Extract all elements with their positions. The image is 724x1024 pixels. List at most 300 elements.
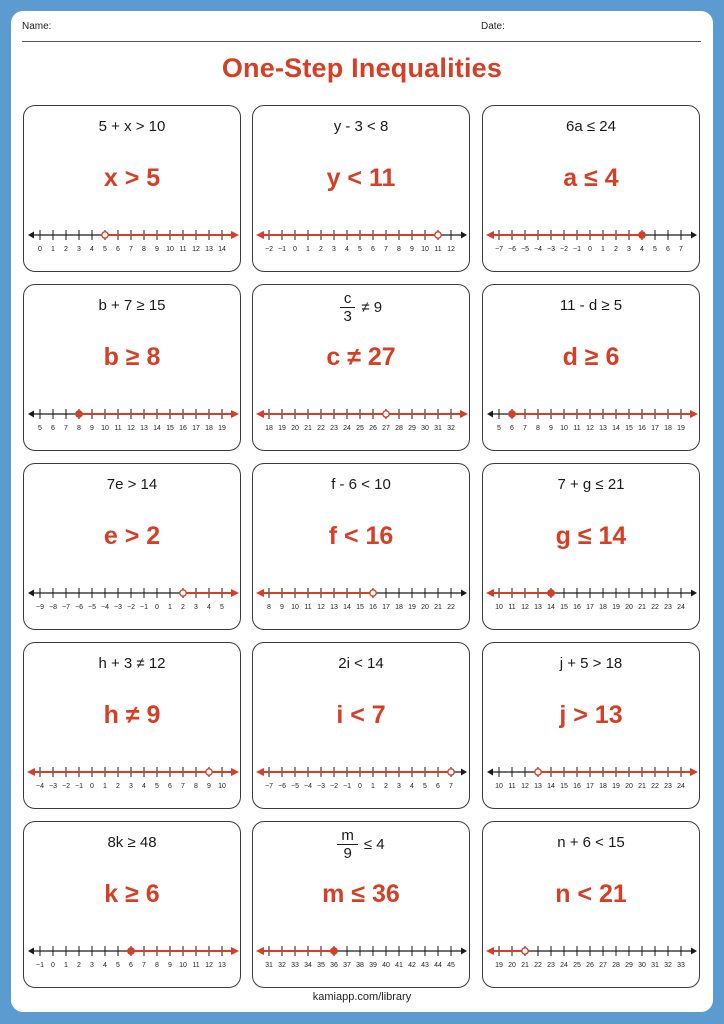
answer-text: j > 13 bbox=[559, 701, 623, 729]
tick-label: 6 bbox=[116, 246, 120, 253]
tick-label: 33 bbox=[291, 962, 299, 969]
tick-label: 30 bbox=[638, 962, 646, 969]
axis-arrow-left bbox=[28, 232, 34, 239]
tick-label: 22 bbox=[447, 604, 455, 611]
number-line bbox=[483, 580, 701, 620]
tick-label: 23 bbox=[330, 425, 338, 432]
open-point bbox=[448, 769, 454, 775]
problem-card bbox=[23, 284, 241, 451]
tick-label: 24 bbox=[677, 783, 685, 790]
tick-label: 10 bbox=[560, 425, 568, 432]
problem-text: n + 6 < 15 bbox=[557, 834, 625, 851]
tick-label: −6 bbox=[278, 783, 286, 790]
tick-label: 5 bbox=[220, 604, 224, 611]
number-line bbox=[24, 580, 242, 620]
tick-label: 2 bbox=[181, 604, 185, 611]
tick-label: 1 bbox=[306, 246, 310, 253]
answer-text: x > 5 bbox=[103, 164, 161, 192]
tick-label: 20 bbox=[625, 783, 633, 790]
denominator: 9 bbox=[343, 844, 352, 862]
tick-label: 21 bbox=[521, 962, 529, 969]
tick-label: 11 bbox=[304, 604, 312, 611]
tick-label: 11 bbox=[508, 783, 516, 790]
tick-label: 29 bbox=[408, 425, 416, 432]
problem-text: 8k ≥ 48 bbox=[107, 834, 157, 851]
tick-label: 14 bbox=[343, 604, 351, 611]
tick-label: 19 bbox=[408, 604, 416, 611]
tick-label: 18 bbox=[265, 425, 273, 432]
tick-label: 20 bbox=[508, 962, 516, 969]
tick-label: 18 bbox=[599, 604, 607, 611]
tick-label: 11 bbox=[573, 425, 581, 432]
number-line bbox=[483, 401, 701, 441]
axis-arrow-right bbox=[461, 769, 467, 776]
tick-label: 19 bbox=[612, 783, 620, 790]
tick-label: 10 bbox=[166, 246, 174, 253]
tick-label: 21 bbox=[638, 783, 646, 790]
tick-label: −4 bbox=[101, 604, 109, 611]
tick-label: −5 bbox=[291, 783, 299, 790]
tick-label: 12 bbox=[521, 783, 529, 790]
tick-label: 6 bbox=[510, 425, 514, 432]
tick-label: −4 bbox=[36, 783, 44, 790]
tick-label: 33 bbox=[677, 962, 685, 969]
tick-label: 15 bbox=[166, 425, 174, 432]
tick-label: 13 bbox=[330, 604, 338, 611]
tick-label: 2 bbox=[319, 246, 323, 253]
tick-label: 10 bbox=[495, 783, 503, 790]
axis-arrow-left bbox=[28, 590, 34, 597]
tick-label: 32 bbox=[447, 425, 455, 432]
tick-label: −1 bbox=[140, 604, 148, 611]
tick-label: 14 bbox=[547, 783, 555, 790]
tick-label: 42 bbox=[408, 962, 416, 969]
problem-text: h + 3 ≠ 12 bbox=[98, 655, 166, 672]
axis-arrow-left bbox=[28, 411, 34, 418]
fraction bbox=[340, 290, 356, 325]
denominator: 3 bbox=[343, 307, 352, 325]
tick-label: 7 bbox=[181, 783, 185, 790]
answer-text: b ≥ 8 bbox=[103, 343, 161, 371]
tick-label: 25 bbox=[573, 962, 581, 969]
tick-label: 31 bbox=[434, 425, 442, 432]
closed-point bbox=[76, 411, 82, 417]
ray-arrow-right bbox=[231, 231, 239, 239]
open-point bbox=[180, 590, 186, 596]
tick-label: 8 bbox=[155, 962, 159, 969]
tick-label: 5 bbox=[358, 246, 362, 253]
tick-label: 44 bbox=[434, 962, 442, 969]
closed-point bbox=[331, 948, 337, 954]
problem-text bbox=[253, 824, 469, 864]
tick-label: 30 bbox=[421, 425, 429, 432]
tick-label: 13 bbox=[218, 962, 226, 969]
tick-label: 31 bbox=[651, 962, 659, 969]
tick-label: 6 bbox=[168, 783, 172, 790]
tick-label: 14 bbox=[153, 425, 161, 432]
problem-text bbox=[253, 287, 469, 327]
tick-label: 25 bbox=[356, 425, 364, 432]
tick-label: 7 bbox=[64, 425, 68, 432]
tick-label: 9 bbox=[207, 783, 211, 790]
tick-label: 17 bbox=[586, 604, 594, 611]
tick-label: 7 bbox=[449, 783, 453, 790]
tick-label: −2 bbox=[330, 783, 338, 790]
answer-text: c ≠ 27 bbox=[326, 343, 396, 371]
tick-label: −2 bbox=[62, 783, 70, 790]
tick-label: 35 bbox=[317, 962, 325, 969]
number-line bbox=[253, 222, 471, 262]
problem-card bbox=[482, 463, 700, 630]
tick-label: 29 bbox=[625, 962, 633, 969]
tick-label: −1 bbox=[75, 783, 83, 790]
tick-label: 37 bbox=[343, 962, 351, 969]
tick-label: 7 bbox=[523, 425, 527, 432]
tick-label: 10 bbox=[421, 246, 429, 253]
tick-label: −3 bbox=[49, 783, 57, 790]
tick-label: 8 bbox=[142, 246, 146, 253]
tick-label: 6 bbox=[371, 246, 375, 253]
axis-arrow-right bbox=[461, 948, 467, 955]
tick-label: 2 bbox=[77, 962, 81, 969]
tick-label: 3 bbox=[397, 783, 401, 790]
tick-label: −5 bbox=[88, 604, 96, 611]
tick-label: −2 bbox=[265, 246, 273, 253]
ray-arrow-left bbox=[27, 768, 35, 776]
tick-label: 23 bbox=[547, 962, 555, 969]
tick-label: 13 bbox=[140, 425, 148, 432]
tick-label: −6 bbox=[508, 246, 516, 253]
tick-label: −1 bbox=[36, 962, 44, 969]
tick-label: 36 bbox=[330, 962, 338, 969]
tick-label: 18 bbox=[395, 604, 403, 611]
axis-arrow-right bbox=[691, 232, 697, 239]
tick-label: 13 bbox=[534, 604, 542, 611]
open-point bbox=[535, 769, 541, 775]
problem-text: 7e > 14 bbox=[106, 476, 158, 493]
tick-label: 12 bbox=[586, 425, 594, 432]
tick-label: −3 bbox=[114, 604, 122, 611]
tick-label: 3 bbox=[77, 246, 81, 253]
tick-label: 0 bbox=[358, 783, 362, 790]
ray-arrow-right bbox=[231, 410, 239, 418]
ray-arrow-right bbox=[231, 589, 239, 597]
problem-rest: ≤ 4 bbox=[363, 835, 385, 853]
closed-point bbox=[509, 411, 515, 417]
ray-arrow-left bbox=[256, 947, 264, 955]
tick-label: 12 bbox=[521, 604, 529, 611]
open-point bbox=[206, 769, 212, 775]
open-point bbox=[370, 590, 376, 596]
tick-label: 3 bbox=[627, 246, 631, 253]
tick-label: 6 bbox=[666, 246, 670, 253]
number-line bbox=[24, 759, 242, 799]
problem-card bbox=[23, 821, 241, 988]
tick-label: 21 bbox=[638, 604, 646, 611]
tick-label: 5 bbox=[497, 425, 501, 432]
tick-label: 1 bbox=[371, 783, 375, 790]
tick-label: 8 bbox=[194, 783, 198, 790]
tick-label: 7 bbox=[384, 246, 388, 253]
tick-label: 11 bbox=[192, 962, 200, 969]
ray-arrow-right bbox=[231, 768, 239, 776]
answer-text: y < 11 bbox=[326, 164, 396, 192]
tick-label: 14 bbox=[218, 246, 226, 253]
tick-label: 12 bbox=[447, 246, 455, 253]
tick-label: 18 bbox=[599, 783, 607, 790]
tick-label: 39 bbox=[369, 962, 377, 969]
tick-label: 11 bbox=[114, 425, 122, 432]
tick-label: 11 bbox=[508, 604, 516, 611]
problem-card bbox=[252, 821, 470, 988]
tick-label: 21 bbox=[434, 604, 442, 611]
answer-text: k ≥ 6 bbox=[104, 880, 160, 908]
tick-label: 16 bbox=[369, 604, 377, 611]
problem-text: b + 7 ≥ 15 bbox=[98, 297, 166, 314]
axis-arrow-left bbox=[28, 948, 34, 955]
tick-label: 40 bbox=[382, 962, 390, 969]
tick-label: 5 bbox=[103, 246, 107, 253]
number-line bbox=[253, 401, 471, 441]
tick-label: 17 bbox=[651, 425, 659, 432]
tick-label: 4 bbox=[90, 246, 94, 253]
problem-card bbox=[23, 463, 241, 630]
number-line bbox=[483, 938, 701, 978]
tick-label: 2 bbox=[116, 783, 120, 790]
tick-label: 12 bbox=[192, 246, 200, 253]
tick-label: 15 bbox=[625, 425, 633, 432]
tick-label: 8 bbox=[536, 425, 540, 432]
tick-label: −7 bbox=[495, 246, 503, 253]
tick-label: 9 bbox=[410, 246, 414, 253]
tick-label: 5 bbox=[653, 246, 657, 253]
tick-label: 34 bbox=[304, 962, 312, 969]
problem-text: 5 + x > 10 bbox=[98, 118, 166, 135]
tick-label: 26 bbox=[369, 425, 377, 432]
tick-label: 13 bbox=[534, 783, 542, 790]
ray-arrow-right bbox=[460, 410, 468, 418]
answer-text: g ≤ 14 bbox=[555, 522, 627, 550]
problem-text: j + 5 > 18 bbox=[559, 655, 623, 672]
tick-label: 18 bbox=[205, 425, 213, 432]
number-line bbox=[483, 759, 701, 799]
tick-label: 1 bbox=[103, 783, 107, 790]
tick-label: 20 bbox=[625, 604, 633, 611]
problem-card bbox=[23, 105, 241, 272]
tick-label: 3 bbox=[129, 783, 133, 790]
tick-label: 17 bbox=[586, 783, 594, 790]
tick-label: 14 bbox=[612, 425, 620, 432]
answer-text: h ≠ 9 bbox=[103, 701, 161, 729]
tick-label: 0 bbox=[90, 783, 94, 790]
answer-text: f < 16 bbox=[328, 522, 394, 550]
tick-label: 9 bbox=[549, 425, 553, 432]
tick-label: 10 bbox=[218, 783, 226, 790]
tick-label: 6 bbox=[51, 425, 55, 432]
open-point bbox=[435, 232, 441, 238]
ray-arrow-left bbox=[256, 589, 264, 597]
answer-text: d ≥ 6 bbox=[562, 343, 620, 371]
closed-point bbox=[128, 948, 134, 954]
tick-label: 0 bbox=[293, 246, 297, 253]
tick-label: 14 bbox=[547, 604, 555, 611]
tick-label: 13 bbox=[599, 425, 607, 432]
tick-label: −2 bbox=[127, 604, 135, 611]
number-line bbox=[253, 580, 471, 620]
tick-label: 3 bbox=[90, 962, 94, 969]
tick-label: 7 bbox=[129, 246, 133, 253]
tick-label: 17 bbox=[382, 604, 390, 611]
number-line bbox=[483, 222, 701, 262]
tick-label: 0 bbox=[51, 962, 55, 969]
tick-label: 19 bbox=[278, 425, 286, 432]
ray-arrow-right bbox=[231, 947, 239, 955]
tick-label: 43 bbox=[421, 962, 429, 969]
tick-label: −4 bbox=[534, 246, 542, 253]
tick-label: 24 bbox=[677, 604, 685, 611]
tick-label: 1 bbox=[64, 962, 68, 969]
tick-label: 0 bbox=[588, 246, 592, 253]
ray-arrow-left bbox=[486, 589, 494, 597]
axis-arrow-left bbox=[487, 411, 493, 418]
tick-label: 41 bbox=[395, 962, 403, 969]
tick-label: 10 bbox=[179, 962, 187, 969]
numerator: m bbox=[337, 827, 358, 845]
tick-label: 15 bbox=[560, 783, 568, 790]
answer-text: e > 2 bbox=[103, 522, 161, 550]
tick-label: 10 bbox=[291, 604, 299, 611]
ray-arrow-left bbox=[256, 410, 264, 418]
problem-card bbox=[23, 642, 241, 809]
name-label: Name: bbox=[22, 21, 52, 32]
problem-card bbox=[252, 642, 470, 809]
tick-label: 4 bbox=[142, 783, 146, 790]
number-line bbox=[253, 759, 471, 799]
tick-label: 19 bbox=[677, 425, 685, 432]
header-rule bbox=[22, 41, 701, 42]
axis-arrow-right bbox=[461, 232, 467, 239]
tick-label: 16 bbox=[573, 783, 581, 790]
tick-label: 4 bbox=[345, 246, 349, 253]
tick-label: 5 bbox=[38, 425, 42, 432]
tick-label: −1 bbox=[278, 246, 286, 253]
tick-label: 32 bbox=[664, 962, 672, 969]
tick-label: −4 bbox=[304, 783, 312, 790]
problem-rest: ≠ 9 bbox=[361, 298, 383, 316]
tick-label: 27 bbox=[599, 962, 607, 969]
open-point bbox=[522, 948, 528, 954]
tick-label: 8 bbox=[397, 246, 401, 253]
ray-arrow-right bbox=[690, 410, 698, 418]
tick-label: 26 bbox=[586, 962, 594, 969]
tick-label: 15 bbox=[356, 604, 364, 611]
tick-label: 5 bbox=[155, 783, 159, 790]
tick-label: 20 bbox=[421, 604, 429, 611]
number-line bbox=[253, 938, 471, 978]
axis-arrow-right bbox=[461, 590, 467, 597]
ray-arrow-left bbox=[256, 768, 264, 776]
tick-label: 16 bbox=[573, 604, 581, 611]
tick-label: 19 bbox=[495, 962, 503, 969]
tick-label: 6 bbox=[436, 783, 440, 790]
tick-label: 2 bbox=[384, 783, 388, 790]
tick-label: 20 bbox=[291, 425, 299, 432]
tick-label: 31 bbox=[265, 962, 273, 969]
tick-label: 12 bbox=[317, 604, 325, 611]
tick-label: −1 bbox=[573, 246, 581, 253]
tick-label: 12 bbox=[127, 425, 135, 432]
tick-label: 19 bbox=[612, 604, 620, 611]
tick-label: 27 bbox=[382, 425, 390, 432]
closed-point bbox=[548, 590, 554, 596]
tick-label: −7 bbox=[265, 783, 273, 790]
tick-label: 3 bbox=[332, 246, 336, 253]
ray-arrow-left bbox=[256, 231, 264, 239]
tick-label: 8 bbox=[267, 604, 271, 611]
ray-arrow-left bbox=[486, 947, 494, 955]
tick-label: 18 bbox=[664, 425, 672, 432]
tick-label: 2 bbox=[614, 246, 618, 253]
tick-label: −6 bbox=[75, 604, 83, 611]
problem-card bbox=[482, 642, 700, 809]
problem-card bbox=[252, 284, 470, 451]
ray-arrow-left bbox=[486, 231, 494, 239]
tick-label: 22 bbox=[534, 962, 542, 969]
tick-label: −3 bbox=[547, 246, 555, 253]
fraction bbox=[337, 827, 358, 862]
problem-text: 7 + g ≤ 21 bbox=[557, 476, 625, 493]
tick-label: 9 bbox=[280, 604, 284, 611]
problem-text: 6a ≤ 24 bbox=[566, 118, 616, 135]
number-line bbox=[24, 938, 242, 978]
tick-label: 5 bbox=[423, 783, 427, 790]
tick-label: 32 bbox=[278, 962, 286, 969]
answer-text: a ≤ 4 bbox=[563, 164, 619, 192]
tick-label: 4 bbox=[410, 783, 414, 790]
problem-card bbox=[482, 284, 700, 451]
tick-label: 21 bbox=[304, 425, 312, 432]
open-point bbox=[383, 411, 389, 417]
tick-label: 4 bbox=[207, 604, 211, 611]
tick-label: 4 bbox=[103, 962, 107, 969]
worksheet bbox=[11, 11, 713, 1012]
tick-label: −8 bbox=[49, 604, 57, 611]
axis-arrow-right bbox=[691, 948, 697, 955]
answer-text: m ≤ 36 bbox=[322, 880, 400, 908]
closed-point bbox=[639, 232, 645, 238]
tick-label: −9 bbox=[36, 604, 44, 611]
tick-label: 0 bbox=[38, 246, 42, 253]
tick-label: 24 bbox=[343, 425, 351, 432]
problem-card bbox=[482, 105, 700, 272]
answer-text: i < 7 bbox=[336, 701, 386, 729]
tick-label: −1 bbox=[343, 783, 351, 790]
tick-label: 10 bbox=[101, 425, 109, 432]
tick-label: 9 bbox=[168, 962, 172, 969]
tick-label: 2 bbox=[64, 246, 68, 253]
tick-label: 22 bbox=[317, 425, 325, 432]
tick-label: 23 bbox=[664, 783, 672, 790]
tick-label: 7 bbox=[679, 246, 683, 253]
tick-label: 16 bbox=[179, 425, 187, 432]
number-line bbox=[24, 222, 242, 262]
tick-label: 5 bbox=[116, 962, 120, 969]
footer-url: kamiapp.com/library bbox=[312, 991, 412, 1003]
tick-label: −5 bbox=[521, 246, 529, 253]
tick-label: 4 bbox=[640, 246, 644, 253]
tick-label: 23 bbox=[664, 604, 672, 611]
tick-label: 9 bbox=[90, 425, 94, 432]
